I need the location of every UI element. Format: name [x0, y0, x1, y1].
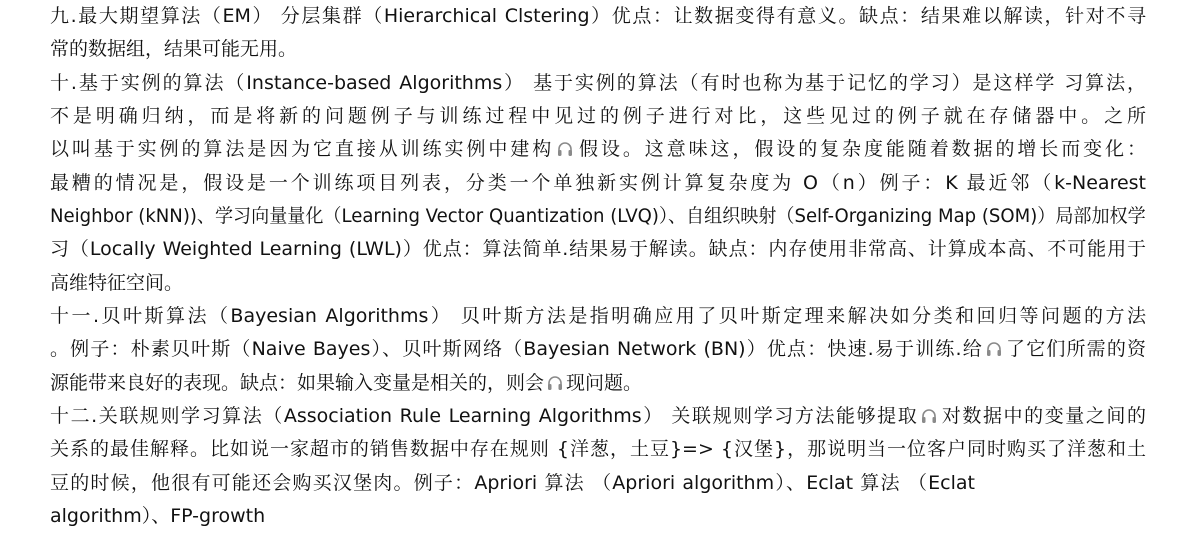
text-line-12: [50, 371, 642, 395]
text-segment: 源能带来良好的表现。缺点：如果输入变量是相关的，则会: [50, 372, 545, 394]
text-line-8: [50, 237, 1146, 261]
text-line-4: [50, 104, 1146, 128]
text-line-5: [50, 137, 1146, 161]
text-segment: 十.基于实例的算法（Instance-based Algorithms） 基于实例的算法（有时也称为基于记忆的学习）是这样学 习算法，: [50, 72, 1146, 94]
text-segment: algorithm）、FP-growth: [50, 505, 266, 527]
text-segment: 九.最大期望算法（EM） 分层集群（Hierarchical Clstering）优点：让数据变得有意义。缺点：结果难以解读，针对不寻: [50, 5, 1146, 27]
headphones-icon: [985, 340, 1003, 358]
text-line-9: [50, 271, 183, 295]
text-segment: Neighbor (kNN))、学习向量量化（Learning Vector Quantization (LVQ)）、自组织映射（Self-Organizing Map (SOM)）局部加权学: [50, 205, 1146, 227]
text-segment: 以叫基于实例的算法是因为它直接从训练实例中建构: [50, 138, 555, 160]
text-segment: 假设。这意味这，假设的复杂度能随着数据的增长而变化：: [576, 138, 1146, 160]
text-line-11: [50, 337, 1146, 361]
headphones-icon: [556, 140, 574, 158]
headphones-icon: [920, 407, 938, 425]
text-segment: 高维特征空间。: [50, 272, 184, 294]
text-segment: 习（Locally Weighted Learning (LWL)）优点：算法简单.结果易于解读。缺点：内存使用非常高、计算成本高、不可能用于: [50, 238, 1146, 260]
text-segment: 关系的最佳解释。比如说一家超市的销售数据中存在规则 {洋葱，土豆}=> {汉堡}，那说明当一位客户同时购买了洋葱和土: [50, 438, 1146, 460]
text-line-3: [50, 71, 1146, 95]
text-segment: 十二.关联规则学习算法（Association Rule Learning Algorithms） 关联规则学习方法能够提取: [50, 405, 919, 427]
text-line-2: [50, 37, 297, 61]
text-segment: 十一.贝叶斯算法（Bayesian Algorithms） 贝叶斯方法是指明确应用了贝叶斯定理来解决如分类和回归等问题的方法: [50, 305, 1146, 327]
text-line-13: [50, 404, 1146, 428]
text-segment: 对数据中的变量之间的: [940, 405, 1146, 427]
text-line-15: [50, 471, 975, 495]
text-segment: 常的数据组，结果可能无用。: [50, 38, 298, 60]
text-line-7: [50, 204, 1146, 228]
text-segment: 现问题。: [566, 372, 643, 394]
text-segment: 最糟的情况是，假设是一个训练项目列表，分类一个单独新实例计算复杂度为 O（n）例子：K 最近邻（k-Nearest: [50, 172, 1146, 194]
text-line-10: [50, 304, 1146, 328]
headphones-icon: [546, 374, 564, 392]
text-segment: 。例子：朴素贝叶斯（Naive Bayes）、贝叶斯网络（Bayesian Network (BN)）优点：快速.易于训练.给: [50, 338, 983, 360]
text-line-1: [50, 4, 1146, 28]
text-segment: 豆的时候，他很有可能还会购买汉堡肉。例子：Apriori 算法 （Apriori algorithm）、Eclat 算法 （Eclat: [50, 472, 975, 494]
text-line-6: [50, 171, 1146, 195]
text-segment: 了它们所需的资: [1004, 338, 1146, 360]
text-line-16: [50, 504, 265, 528]
text-line-14: [50, 437, 1146, 461]
text-segment: 不是明确归纳，而是将新的问题例子与训练过程中见过的例子进行对比，这些见过的例子就在存储器中。之所: [50, 105, 1146, 127]
